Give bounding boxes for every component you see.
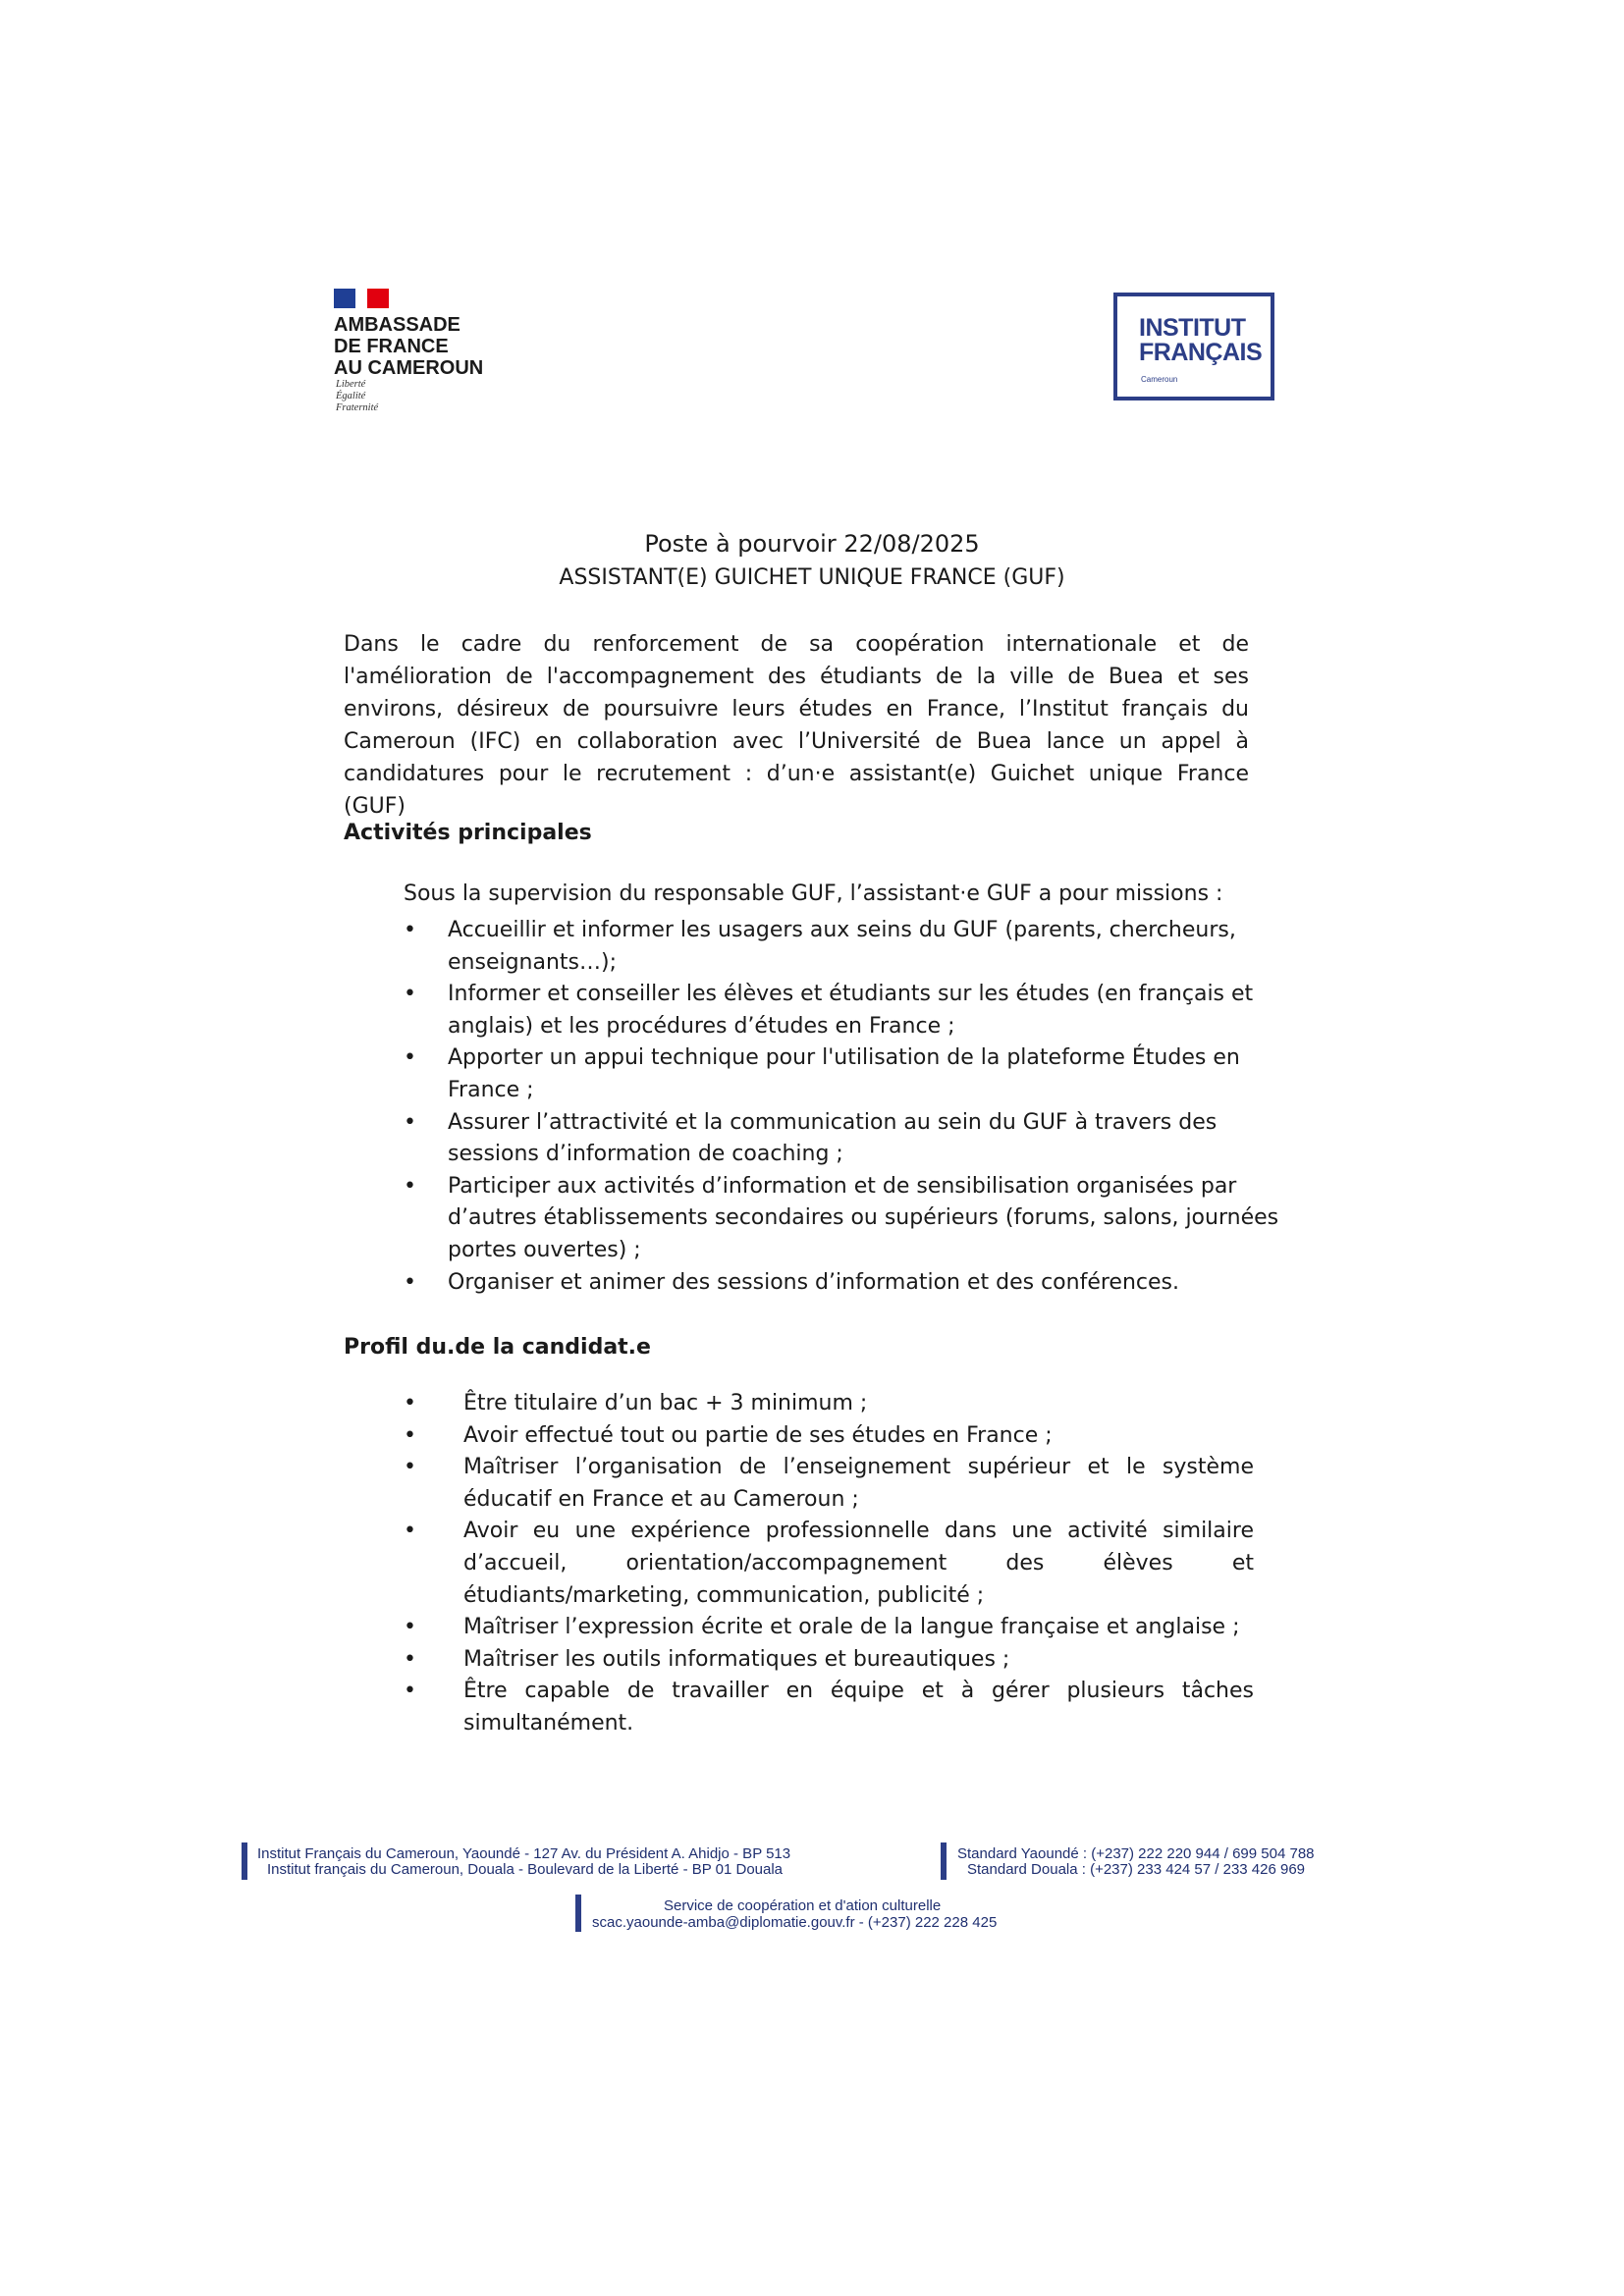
list-item-text: Participer aux activités d’information et de sensibilisation organisées par d’autres établissements secondaires ou supérieurs (forums, salons, journées portes ouvertes) ; [448, 1173, 1279, 1262]
list-item-text: Maîtriser l’organisation de l’enseignement supérieur et le système éducatif en France et au Cameroun ; [463, 1455, 1254, 1512]
embassy-logo [334, 285, 569, 432]
bullet-icon: • [404, 1391, 416, 1415]
institut-subtitle: Cameroun [1141, 375, 1178, 384]
profile-list [404, 1388, 1254, 1740]
list-item-text: Assurer l’attractivité et la communication au sein du GUF à travers des sessions d’information de coaching ; [448, 1109, 1218, 1167]
list-item-text: Accueillir et informer les usagers aux seins du GUF (parents, chercheurs, enseignants…); [448, 918, 1236, 975]
list-item [404, 1612, 1254, 1644]
list-item-text: Être titulaire d’un bac + 3 minimum ; [463, 1391, 868, 1415]
footer-divider [941, 1842, 947, 1880]
list-item-text: Informer et conseiller les élèves et étudiants sur les études (en français et anglais) et les procédures d’études en France ; [448, 982, 1254, 1039]
list-item [404, 1267, 1287, 1300]
list-item [404, 979, 1287, 1042]
list-item [404, 1516, 1254, 1612]
footer-phone-douala: Standard Douala : (+237) 233 424 57 / 233 426 969 [967, 1861, 1306, 1878]
footer-phone-yaounde: Standard Yaoundé : (+237) 222 220 944 / 699 504 788 [957, 1845, 1315, 1862]
list-item-text: Avoir effectué tout ou partie de ses études en France ; [463, 1422, 1053, 1448]
list-item-text: Avoir eu une expérience professionnelle dans une activité similaire d’accueil, orientation/accompagnement des élèves et étudiants/marketing, communication, publicité ; [463, 1519, 1254, 1608]
activities-heading: Activités principales [344, 821, 592, 845]
list-item [404, 915, 1287, 979]
bullet-icon: • [404, 1045, 416, 1071]
list-item-text: Être capable de travailler en équipe et à gérer plusieurs tâches simultanément. [463, 1679, 1254, 1735]
activities-list [404, 915, 1287, 1299]
list-item [404, 1042, 1287, 1106]
bullet-icon: • [404, 1679, 416, 1704]
profile-heading: Profil du.de la candidat.e [344, 1335, 651, 1360]
bullet-icon: • [404, 1519, 416, 1544]
intro-paragraph: Dans le cadre du renforcement de sa coopération internationale et de l'amélioration de l'accompagnement des étudiants de la ville de Buea et ses environs, désireux de poursuivre leurs études en France, l’Institut français du Cameroun (IFC) en collaboration avec l’Université de Buea lance un appel à candidatures pour le recrutement : d’un·e assistant(e) Guichet unique France (GUF) [344, 632, 1249, 819]
list-item [404, 1107, 1287, 1171]
bullet-icon: • [404, 1109, 416, 1135]
institut-francais-logo [1113, 293, 1274, 400]
job-title: ASSISTANT(E) GUICHET UNIQUE FRANCE (GUF) [559, 565, 1065, 590]
list-item [404, 1420, 1254, 1453]
footer-divider [242, 1842, 247, 1880]
bullet-icon: • [404, 1269, 416, 1295]
bullet-icon: • [404, 918, 416, 942]
footer-service: Service de coopération et d'ation culturelle [664, 1897, 942, 1914]
footer-email-link[interactable]: scac.yaounde-amba@diplomatie.gouv.fr - (+237) 222 228 425 [592, 1914, 998, 1931]
bullet-icon: • [404, 1646, 416, 1672]
list-item [404, 1171, 1287, 1267]
list-item-text: Maîtriser les outils informatiques et bureautiques ; [463, 1646, 1010, 1672]
list-item-text: Maîtriser l’expression écrite et orale de la langue française et anglaise ; [463, 1615, 1240, 1640]
french-flag-icon [334, 289, 389, 308]
list-item [404, 1676, 1254, 1739]
list-item [404, 1644, 1254, 1677]
footer-divider [575, 1895, 581, 1932]
list-item-text: Apporter un appui technique pour l'utilisation de la plateforme Études en France ; [448, 1045, 1240, 1102]
activities-lead: Sous la supervision du responsable GUF, l’assistant·e GUF a pour missions : [404, 881, 1223, 906]
institut-name: INSTITUT FRANÇAIS [1139, 314, 1263, 366]
list-item-text: Organiser et animer des sessions d’information et des conférences. [448, 1269, 1179, 1295]
bullet-icon: • [404, 1615, 416, 1640]
list-item [404, 1388, 1254, 1420]
bullet-icon: • [404, 1173, 416, 1199]
embassy-motto: Liberté Égalité Fraternité [336, 379, 379, 413]
footer-address-yaounde: Institut Français du Cameroun, Yaoundé - 127 Av. du Président A. Ahidjo - BP 513 [257, 1845, 791, 1862]
bullet-icon: • [404, 1422, 416, 1448]
footer-address-douala: Institut français du Cameroun, Douala - Boulevard de la Liberté - BP 01 Douala [267, 1861, 784, 1878]
bullet-icon: • [404, 1455, 416, 1480]
job-title-date: Poste à pourvoir 22/08/2025 [644, 530, 980, 558]
embassy-name: AMBASSADE DE FRANCE AU CAMEROUN [334, 314, 484, 379]
list-item [404, 1452, 1254, 1516]
bullet-icon: • [404, 982, 416, 1007]
